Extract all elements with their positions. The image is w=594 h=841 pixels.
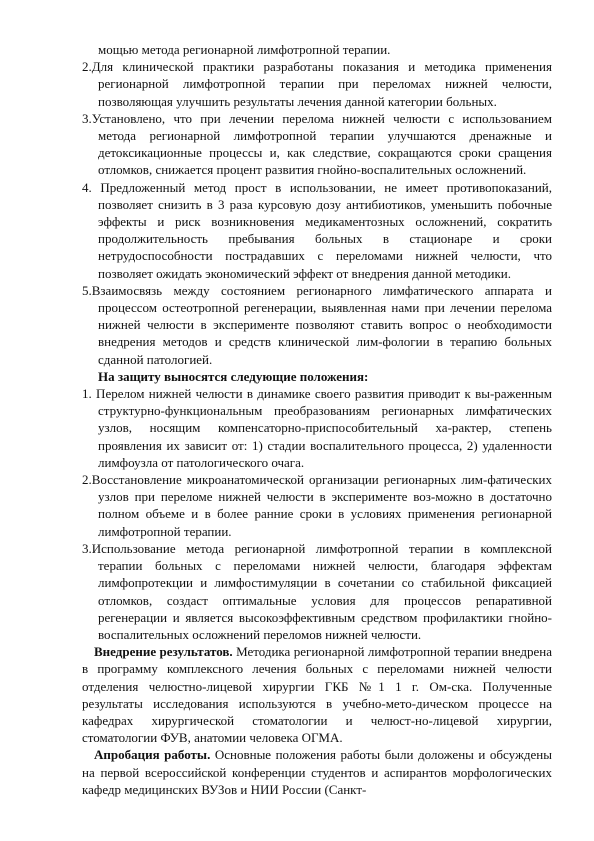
theses-list [82,385,552,643]
conclusions-list [82,58,552,368]
implementation-title: Внедрение результатов. [94,644,233,660]
thesis-item-1: 1. Перелом нижней челюсти в динамике своего развития приводит к вы-раженным структурно-функциональным преобразованиям регионарных лимфатических узлов, носящим компенсаторно-приспособительный ха-рактер, степень проявления их зависит от: 1) стадии воспалительного процесса, 2) удаленности лимфоузла от патологического очага. [82,386,552,470]
implementation-text: Методика регионарной лимфотропной терапии внедрена в программу комплексного лечения больных с переломами нижней челюсти отделения челюстно-лицевой хирургии ГКБ №1 1 г. Ом-ска. Полученные результаты исследования используются в учебно-мето-дическом процессе на кафедрах хирургической стоматологии и челюст-но-лицевой хирургии, стоматологии ФУВ, анатомии человека ОГМА. [82,644,552,746]
approbation-title: Апробация работы. [94,747,211,763]
thesis-item-3: 3.Использование метода регионарной лимфотропной терапии в комплексной терапии больных с переломами нижней челюсти, благодаря эффектам лимфопротекции и лимфостимуляции в сочетании со стабильной фиксацией отломков, создаст оптимальные условия для процессов репаративной регенерации и является высокоэффективным средством профилактики гнойно-воспалительных осложнений переломов нижней челюсти. [82,540,552,642]
theses-heading [82,368,552,385]
page-content [82,41,552,798]
approbation-paragraph [82,746,552,798]
theses-heading-text: На защиту выносятся следующие положения: [98,368,369,384]
conclusion-item-4: 4. Предложенный метод прост в использовании, не имеет противопоказаний, позволяет снизить в 3 раза курсовую дозу антибиотиков, уменьшить побочные эффекты и риск возникновения медикаментозных осложнений, сократить продолжительность пребывания больных в стационаре и сроки нетрудоспособности пострадавших с переломами нижней челюсти, что позволяет ожидать экономический эффект от внедрения данной методики. [82,179,552,281]
conclusion-item-2: 2.Для клинической практики разработаны показания и методика применения регионарной лимфотропной терапии при переломах нижней челюсти, позволяющая улучшить результаты лечения данной категории больных. [82,59,552,109]
continued-paragraph: мощью метода регионарной лимфотропной терапии. [98,42,391,57]
thesis-item-2: 2.Восстановление микроанатомической организации регионарных лим-фатических узлов при переломе нижней челюсти в эксперименте воз-можно в достаточно полном объеме и в более ранние сроки в условиях применения регионарной лимфотропной терапии. [82,472,552,539]
approbation-text: Основные положения работы были доложены и обсуждены на первой всероссийской конференции студентов и аспирантов морфологических кафедр медицинских ВУЗов и НИИ России (Санкт- [82,747,552,797]
conclusion-item-3: 3.Установлено, что при лечении перелома нижней челюсти с использованием метода регионарной лимфотропной терапии улучшаются дренажные и детоксикационные процессы и, как следствие, сокращаются сроки сращения отломков, снижается процент развития гнойно-воспалительных осложнений. [82,110,552,178]
conclusion-item-5: 5.Взаимосвязь между состоянием регионарного лимфатического аппарата и процессом остеотропной регенерации, выявленная нами при лечении перелома нижней челюсти в эксперименте позволяют ставить вопрос о необходимости внедрения методов и средств клинической лим-фологии в терапию больных сданной патологией. [82,282,552,367]
implementation-paragraph [82,643,552,746]
